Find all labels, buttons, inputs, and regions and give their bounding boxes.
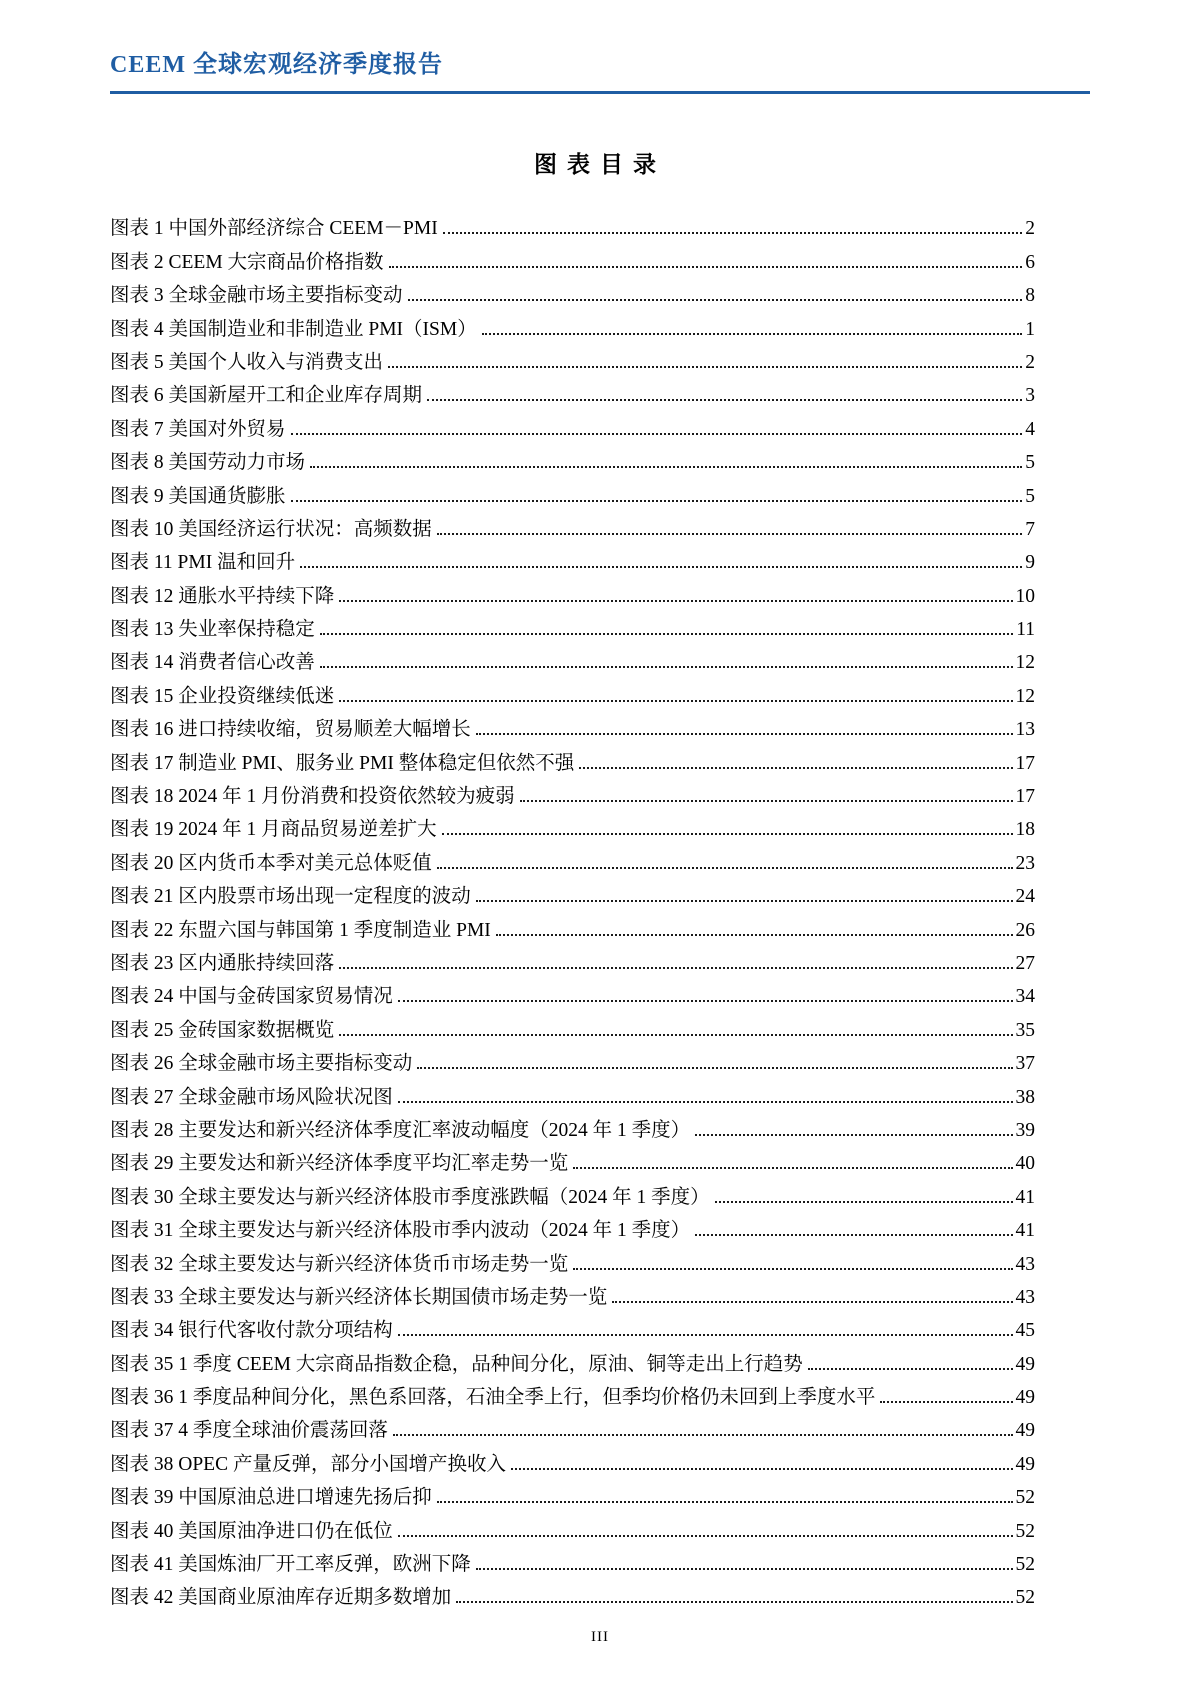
toc-entry-label: 图表 19 2024 年 1 月商品贸易逆差扩大 xyxy=(110,819,437,841)
report-header xyxy=(110,44,1090,94)
toc-leader-dots xyxy=(476,733,1013,735)
toc-leader-dots xyxy=(511,1468,1013,1470)
toc-entry-label: 图表 38 OPEC 产量反弹，部分小国增产换收入 xyxy=(110,1453,506,1475)
toc-entry-label: 图表 3 全球金融市场主要指标变动 xyxy=(110,285,403,307)
toc-entry[interactable] xyxy=(110,1309,1035,1342)
toc-entry[interactable] xyxy=(110,1008,1035,1041)
toc-leader-dots xyxy=(482,333,1023,335)
toc-entry-label: 图表 15 企业投资继续低迷 xyxy=(110,685,335,707)
toc-entry-label: 图表 32 全球主要发达与新兴经济体货币市场走势一览 xyxy=(110,1253,569,1275)
toc-leader-dots xyxy=(476,900,1013,902)
toc-entry[interactable] xyxy=(110,641,1035,674)
toc-leader-dots xyxy=(573,1167,1012,1169)
page-number-footer: III xyxy=(591,1629,609,1645)
toc-entry-page: 49 xyxy=(1015,1420,1035,1442)
toc-leader-dots xyxy=(398,1535,1013,1537)
toc-entry-label: 图表 30 全球主要发达与新兴经济体股市季度涨跌幅（2024 年 1 季度） xyxy=(110,1186,710,1208)
toc-entry[interactable] xyxy=(110,307,1035,340)
toc-entry[interactable] xyxy=(110,207,1035,240)
toc-entry-label: 图表 11 PMI 温和回升 xyxy=(110,552,296,574)
toc-entry-page: 27 xyxy=(1015,952,1035,974)
toc-leader-dots xyxy=(715,1201,1013,1203)
toc-entry-page: 18 xyxy=(1015,819,1035,841)
toc-leader-dots xyxy=(398,1334,1013,1336)
toc-leader-dots xyxy=(612,1301,1012,1303)
toc-entry-label: 图表 28 主要发达和新兴经济体季度汇率波动幅度（2024 年 1 季度） xyxy=(110,1119,691,1141)
toc-leader-dots xyxy=(291,500,1023,502)
toc-entry[interactable] xyxy=(110,407,1035,440)
toc-entry-label: 图表 35 1 季度 CEEM 大宗商品指数企稳，品种间分化，原油、铜等走出上行趋势 xyxy=(110,1353,803,1375)
toc-leader-dots xyxy=(579,767,1012,769)
toc-leader-dots xyxy=(339,1034,1012,1036)
toc-entry-page: 40 xyxy=(1015,1153,1035,1175)
toc-entry[interactable] xyxy=(110,908,1035,941)
toc-entry[interactable] xyxy=(110,1509,1035,1542)
toc-leader-dots xyxy=(520,800,1013,802)
toc-entry[interactable] xyxy=(110,1576,1035,1609)
toc-leader-dots xyxy=(880,1401,1012,1403)
toc-leader-dots xyxy=(695,1134,1012,1136)
toc-entry[interactable] xyxy=(110,1442,1035,1475)
toc-leader-dots xyxy=(437,533,1022,535)
page-title: 图表目录 xyxy=(534,152,666,177)
toc-entry[interactable] xyxy=(110,975,1035,1008)
toc-entry-label: 图表 12 通胀水平持续下降 xyxy=(110,585,335,607)
toc-entry-label: 图表 4 美国制造业和非制造业 PMI（ISM） xyxy=(110,318,477,340)
toc-entry-label: 图表 10 美国经济运行状况：高频数据 xyxy=(110,518,432,540)
toc-entry[interactable] xyxy=(110,1042,1035,1075)
toc-entry[interactable] xyxy=(110,541,1035,574)
toc-entry-page: 43 xyxy=(1015,1286,1035,1308)
toc-entry-page: 1 xyxy=(1025,318,1035,340)
toc-leader-dots xyxy=(339,967,1012,969)
toc-entry-page: 26 xyxy=(1015,919,1035,941)
toc-leader-dots xyxy=(408,299,1023,301)
toc-entry-page: 23 xyxy=(1015,852,1035,874)
toc-entry-label: 图表 37 4 季度全球油价震荡回落 xyxy=(110,1420,388,1442)
toc-entry-label: 图表 39 中国原油总进口增速先扬后抑 xyxy=(110,1487,432,1509)
toc-entry-label: 图表 16 进口持续收缩，贸易顺差大幅增长 xyxy=(110,719,471,741)
toc-entry-page: 17 xyxy=(1015,752,1035,774)
toc-entry[interactable] xyxy=(110,708,1035,741)
toc-entry-page: 52 xyxy=(1015,1520,1035,1542)
toc-entry[interactable] xyxy=(110,1242,1035,1275)
toc-entry[interactable] xyxy=(110,574,1035,607)
toc-entry-page: 45 xyxy=(1015,1320,1035,1342)
toc-entry-page: 38 xyxy=(1015,1086,1035,1108)
toc-entry-page: 43 xyxy=(1015,1253,1035,1275)
toc-entry[interactable] xyxy=(110,274,1035,307)
toc-entry[interactable] xyxy=(110,240,1035,273)
toc-entry[interactable] xyxy=(110,341,1035,374)
toc-entry-page: 17 xyxy=(1015,786,1035,808)
toc-entry-page: 5 xyxy=(1025,485,1035,507)
toc-entry-label: 图表 13 失业率保持稳定 xyxy=(110,619,315,641)
toc-entry-page: 13 xyxy=(1015,719,1035,741)
toc-entry-label: 图表 8 美国劳动力市场 xyxy=(110,452,306,474)
toc-entry-page: 35 xyxy=(1015,1019,1035,1041)
toc-entry[interactable] xyxy=(110,1109,1035,1142)
toc-entry-page: 4 xyxy=(1025,418,1035,440)
toc-entry[interactable] xyxy=(110,775,1035,808)
toc-entry-page: 6 xyxy=(1025,251,1035,273)
toc-entry[interactable] xyxy=(110,841,1035,874)
toc-entry[interactable] xyxy=(110,474,1035,507)
toc-entry-page: 24 xyxy=(1015,886,1035,908)
toc-entry-page: 8 xyxy=(1025,285,1035,307)
toc-entry-label: 图表 20 区内货币本季对美元总体贬值 xyxy=(110,852,432,874)
toc-entry-label: 图表 41 美国炼油厂开工率反弹，欧洲下降 xyxy=(110,1554,471,1576)
toc-entry[interactable] xyxy=(110,441,1035,474)
toc-entry-label: 图表 1 中国外部经济综合 CEEM－PMI xyxy=(110,218,438,240)
toc-leader-dots xyxy=(427,399,1022,401)
toc-entry[interactable] xyxy=(110,875,1035,908)
toc-leader-dots xyxy=(437,867,1013,869)
report-header-title: CEEM 全球宏观经济季度报告 xyxy=(110,52,443,78)
toc-entry-label: 图表 42 美国商业原油库存近期多数增加 xyxy=(110,1587,452,1609)
toc-entry-label: 图表 2 CEEM 大宗商品价格指数 xyxy=(110,251,384,273)
toc-entry-label: 图表 31 全球主要发达与新兴经济体股市季内波动（2024 年 1 季度） xyxy=(110,1220,691,1242)
toc-entry-label: 图表 40 美国原油净进口仍在低位 xyxy=(110,1520,393,1542)
toc-entry[interactable] xyxy=(110,1476,1035,1509)
toc-entry-page: 3 xyxy=(1025,385,1035,407)
toc-entry-page: 52 xyxy=(1015,1587,1035,1609)
toc-entry-page: 2 xyxy=(1025,218,1035,240)
toc-entry-label: 图表 26 全球金融市场主要指标变动 xyxy=(110,1053,413,1075)
toc-entry-label: 图表 21 区内股票市场出现一定程度的波动 xyxy=(110,886,471,908)
toc-entry[interactable] xyxy=(110,374,1035,407)
toc-entry-page: 49 xyxy=(1015,1453,1035,1475)
toc-leader-dots xyxy=(320,633,1013,635)
toc-entry-page: 11 xyxy=(1016,619,1035,641)
toc-entry-label: 图表 24 中国与金砖国家贸易情况 xyxy=(110,986,393,1008)
toc-entry[interactable] xyxy=(110,508,1035,541)
toc-entry-page: 41 xyxy=(1015,1220,1035,1242)
toc-list xyxy=(110,207,1035,1609)
toc-entry-page: 34 xyxy=(1015,986,1035,1008)
toc-entry[interactable] xyxy=(110,808,1035,841)
toc-entry-page: 7 xyxy=(1025,518,1035,540)
toc-entry-label: 图表 36 1 季度品种间分化，黑色系回落，石油全季上行，但季均价格仍未回到上季度水平 xyxy=(110,1387,876,1409)
toc-leader-dots xyxy=(388,366,1022,368)
toc-leader-dots xyxy=(695,1234,1012,1236)
toc-leader-dots xyxy=(808,1368,1013,1370)
toc-entry[interactable] xyxy=(110,1376,1035,1409)
toc-entry-page: 37 xyxy=(1015,1053,1035,1075)
toc-entry-page: 52 xyxy=(1015,1487,1035,1509)
toc-entry-page: 9 xyxy=(1025,552,1035,574)
toc-entry[interactable] xyxy=(110,1209,1035,1242)
toc-entry[interactable] xyxy=(110,1175,1035,1208)
toc-leader-dots xyxy=(443,232,1023,234)
toc-entry-page: 41 xyxy=(1015,1186,1035,1208)
toc-entry-page: 49 xyxy=(1015,1353,1035,1375)
toc-leader-dots xyxy=(442,833,1013,835)
toc-leader-dots xyxy=(398,1000,1013,1002)
toc-entry-label: 图表 6 美国新屋开工和企业库存周期 xyxy=(110,385,423,407)
toc-entry[interactable] xyxy=(110,942,1035,975)
toc-leader-dots xyxy=(573,1268,1012,1270)
toc-entry-label: 图表 17 制造业 PMI、服务业 PMI 整体稳定但依然不强 xyxy=(110,752,575,774)
toc-leader-dots xyxy=(320,666,1013,668)
toc-leader-dots xyxy=(339,700,1012,702)
toc-entry-label: 图表 23 区内通胀持续回落 xyxy=(110,952,335,974)
toc-entry[interactable] xyxy=(110,1543,1035,1576)
toc-leader-dots xyxy=(417,1067,1012,1069)
toc-entry[interactable] xyxy=(110,608,1035,641)
toc-entry[interactable] xyxy=(110,1075,1035,1108)
toc-leader-dots xyxy=(437,1501,1013,1503)
toc-entry[interactable] xyxy=(110,674,1035,707)
toc-entry-label: 图表 25 金砖国家数据概览 xyxy=(110,1019,335,1041)
toc-entry-label: 图表 27 全球金融市场风险状况图 xyxy=(110,1086,393,1108)
toc-entry-label: 图表 5 美国个人收入与消费支出 xyxy=(110,351,384,373)
toc-entry-page: 5 xyxy=(1025,452,1035,474)
toc-leader-dots xyxy=(393,1434,1013,1436)
toc-entry[interactable] xyxy=(110,741,1035,774)
toc-leader-dots xyxy=(456,1601,1012,1603)
toc-entry-label: 图表 18 2024 年 1 月份消费和投资依然较为疲弱 xyxy=(110,786,515,808)
toc-entry-label: 图表 9 美国通货膨胀 xyxy=(110,485,286,507)
toc-entry-page: 12 xyxy=(1015,685,1035,707)
toc-leader-dots xyxy=(398,1101,1013,1103)
toc-leader-dots xyxy=(300,566,1022,568)
toc-entry[interactable] xyxy=(110,1142,1035,1175)
toc-entry-label: 图表 7 美国对外贸易 xyxy=(110,418,286,440)
toc-entry-label: 图表 22 东盟六国与韩国第 1 季度制造业 PMI xyxy=(110,919,491,941)
toc-entry[interactable] xyxy=(110,1342,1035,1375)
toc-entry-page: 49 xyxy=(1015,1387,1035,1409)
toc-leader-dots xyxy=(496,934,1013,936)
toc-leader-dots xyxy=(476,1568,1013,1570)
toc-leader-dots xyxy=(339,600,1012,602)
toc-entry-page: 39 xyxy=(1015,1119,1035,1141)
toc-leader-dots xyxy=(389,266,1023,268)
toc-entry-label: 图表 14 消费者信心改善 xyxy=(110,652,315,674)
toc-entry-label: 图表 33 全球主要发达与新兴经济体长期国债市场走势一览 xyxy=(110,1286,608,1308)
toc-entry-page: 2 xyxy=(1025,351,1035,373)
toc-entry-page: 52 xyxy=(1015,1554,1035,1576)
toc-leader-dots xyxy=(291,433,1023,435)
toc-entry-label: 图表 29 主要发达和新兴经济体季度平均汇率走势一览 xyxy=(110,1153,569,1175)
toc-entry-page: 12 xyxy=(1015,652,1035,674)
toc-entry-label: 图表 34 银行代客收付款分项结构 xyxy=(110,1320,393,1342)
toc-leader-dots xyxy=(310,466,1022,468)
toc-entry-page: 10 xyxy=(1015,585,1035,607)
toc-entry[interactable] xyxy=(110,1276,1035,1309)
toc-entry[interactable] xyxy=(110,1409,1035,1442)
